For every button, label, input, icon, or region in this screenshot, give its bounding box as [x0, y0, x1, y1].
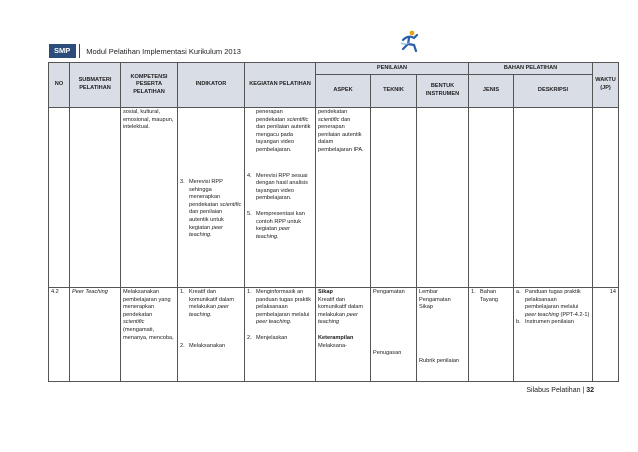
cell-deskripsi [514, 288, 593, 382]
col-kegiatan: KEGIATAN PELATIHAN [245, 63, 316, 108]
module-title: Modul Pelatihan Implementasi Kurikulum 2013 [86, 46, 241, 56]
col-kompetensi: KOMPETENSI PESERTA PELATIHAN [121, 63, 178, 108]
col-jenis: JENIS [469, 75, 514, 108]
table-row [49, 108, 619, 288]
col-bentuk: BENTUK INSTRUMEN [417, 75, 469, 108]
col-waktu: WAKTU (JP) [593, 63, 619, 108]
col-teknik: TEKNIK [371, 75, 417, 108]
col-bahan: BAHAN PELATIHAN [469, 63, 593, 75]
cell-waktu: 14 [593, 288, 619, 382]
header-divider [79, 44, 80, 58]
cell-kompetensi: Melaksanakan pembelajaran yang menerapkan pendekatan scientific (mengamati, menanya, mencoba, [121, 288, 178, 382]
cell-teknik: Pengamatan Penugasan [371, 288, 417, 382]
list-item: 2. Melaksanakan [180, 343, 226, 350]
cell-kompetensi: sosial, kultural, emosional, maupun, intelektual. [121, 108, 178, 288]
runner-logo-icon [399, 30, 421, 52]
list-item: 1. Bahan Tayang [471, 289, 499, 303]
col-submateri: SUBMATERI PELATIHAN [70, 63, 121, 108]
page-header [49, 44, 241, 58]
list-item: a. Panduan tugas praktik pelaksanaan pembelajaran melalui peer teaching (PPT-4.2-1) [516, 289, 590, 318]
page-footer [526, 387, 594, 394]
cell-indikator [178, 288, 245, 382]
page-number: 32 [586, 387, 594, 394]
list-item: 1. Menginformasik an panduan tugas praktik pelaksanaan pembelajaran melalui peer teaching. [247, 289, 312, 326]
list-item: 3. Merevisi RPP sehingga menerapkan pendekatan scientific dan penilaian autentik untuk kegiatan peer teaching. [180, 179, 242, 239]
cell-no: 4.2 [49, 288, 70, 382]
col-aspek: ASPEK [316, 75, 371, 108]
table-row [49, 288, 619, 382]
footer-label: Silabus Pelatihan | [526, 387, 585, 394]
smp-badge: SMP [49, 44, 76, 58]
list-item: b. Instrumen penilaian [516, 319, 574, 326]
cell-jenis [469, 288, 514, 382]
list-item: 2. Menjelaskan [247, 334, 288, 341]
col-indikator: INDIKATOR [178, 63, 245, 108]
col-penilaian: PENILAIAN [316, 63, 469, 75]
cell-indikator [178, 108, 245, 288]
col-deskripsi: DESKRIPSI [514, 75, 593, 108]
list-item: 4. Merevisi RPP sesuai dengan hasil analisis tayangan video pembelajaran. [247, 172, 308, 202]
cell-bentuk: Lembar Pengamatan Sikap Rubrik penilaian [417, 288, 469, 382]
cell-aspek: Sikap Kreatif dan komunikatif dalam melakukan peer teaching Keterampilan Melaksana- [316, 288, 371, 382]
cell-aspek: pendekatan scientific dan penerapan penilaian autentik dalam pembelajaran IPA. [316, 108, 371, 288]
col-no: NO [49, 63, 70, 108]
syllabus-table [48, 62, 619, 382]
cell-kegiatan [245, 288, 316, 382]
cell-submateri: Peer Teaching [70, 288, 121, 382]
list-item: 5. Mempresentasi kan contoh RPP untuk kegiatan peer teaching. [247, 210, 305, 240]
list-item: 1. Kreatif dan komunikatif dalam melakukan peer teaching. [180, 289, 235, 318]
cell-kegiatan: penerapan pendekatan scientific dan penilaian autentik mengacu pada tayangan video pembelajaran. 4. Merevisi RPP sesuai dengan hasil analisis tayangan video pembelajaran. 5. Mempresentasi kan contoh RPP untuk kegiatan peer teaching. [245, 108, 316, 288]
